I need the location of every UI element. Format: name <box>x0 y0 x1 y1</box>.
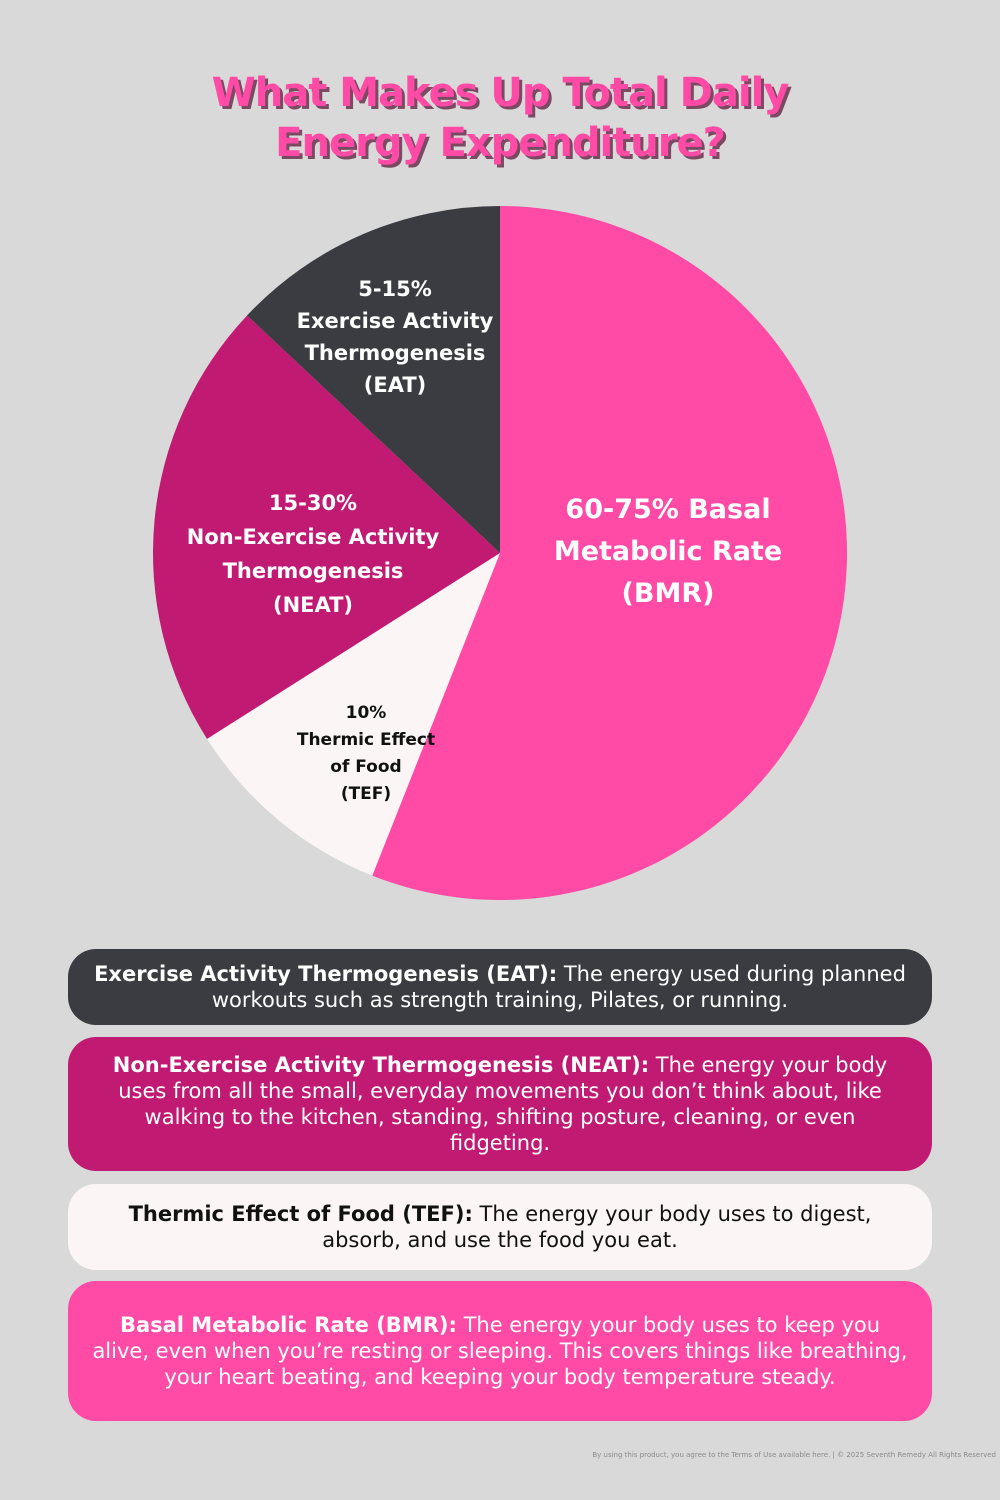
title-line-1: What Makes Up Total Daily <box>211 70 789 116</box>
pie-label-eat-line: Exercise Activity <box>296 309 494 333</box>
definition-bmr <box>68 1281 932 1421</box>
pie-label-neat-line: (NEAT) <box>272 593 354 617</box>
definition-tef-text: The energy your body uses to digest, absorb, and use the food you eat. <box>322 1202 872 1252</box>
pie-label-tef-line: of Food <box>330 757 402 777</box>
definition-bmr-text: The energy your body uses to keep you alive, even when you’re resting or sleeping. This covers things like breathing, your heart beating, and keeping your body temperature steady. <box>92 1313 908 1389</box>
definition-neat-text: The energy your body uses from all the small, everyday movements you don’t think about, like walking to the kitchen, standing, shifting posture, cleaning, or even fidgeting. <box>118 1053 888 1155</box>
pie-label-neat-line: 15-30% <box>268 491 358 515</box>
title-line-2: Energy Expenditure? <box>275 120 725 166</box>
definition-bmr-term: Basal Metabolic Rate (BMR): <box>119 1313 457 1337</box>
pie-label-eat-line: (EAT) <box>363 373 427 397</box>
definition-tef-term: Thermic Effect of Food (TEF): <box>128 1202 473 1226</box>
definition-eat-text: The energy used during planned workouts such as strength training, Pilates, or running. <box>211 962 906 1012</box>
definition-neat-term: Non-Exercise Activity Thermogenesis (NEAT): <box>112 1053 650 1077</box>
definition-eat-term: Exercise Activity Thermogenesis (EAT): <box>94 962 558 986</box>
pie-label-bmr-line: 60-75% Basal <box>565 494 771 525</box>
pie-label-tef-line: 10% <box>345 703 387 723</box>
definition-neat <box>68 1037 932 1171</box>
pie-label-bmr-line: Metabolic Rate <box>553 536 783 567</box>
pie-label-eat-line: 5-15% <box>358 277 432 301</box>
pie-label-neat-line: Thermogenesis <box>222 559 404 583</box>
pie-label-tef-line: Thermic Effect <box>296 730 436 750</box>
pie-label-tef-line: (TEF) <box>340 784 392 804</box>
definition-tef <box>68 1184 932 1270</box>
pie-label-bmr-line: (BMR) <box>621 578 715 609</box>
pie-label-neat-line: Non-Exercise Activity <box>186 525 440 549</box>
pie-label-eat-line: Thermogenesis <box>304 341 486 365</box>
definition-eat <box>68 949 932 1025</box>
footer-legal-text: By using this product, you agree to the Terms of Use available here. | © 2025 Seventh Remedy All Rights Reserved <box>592 1451 996 1459</box>
